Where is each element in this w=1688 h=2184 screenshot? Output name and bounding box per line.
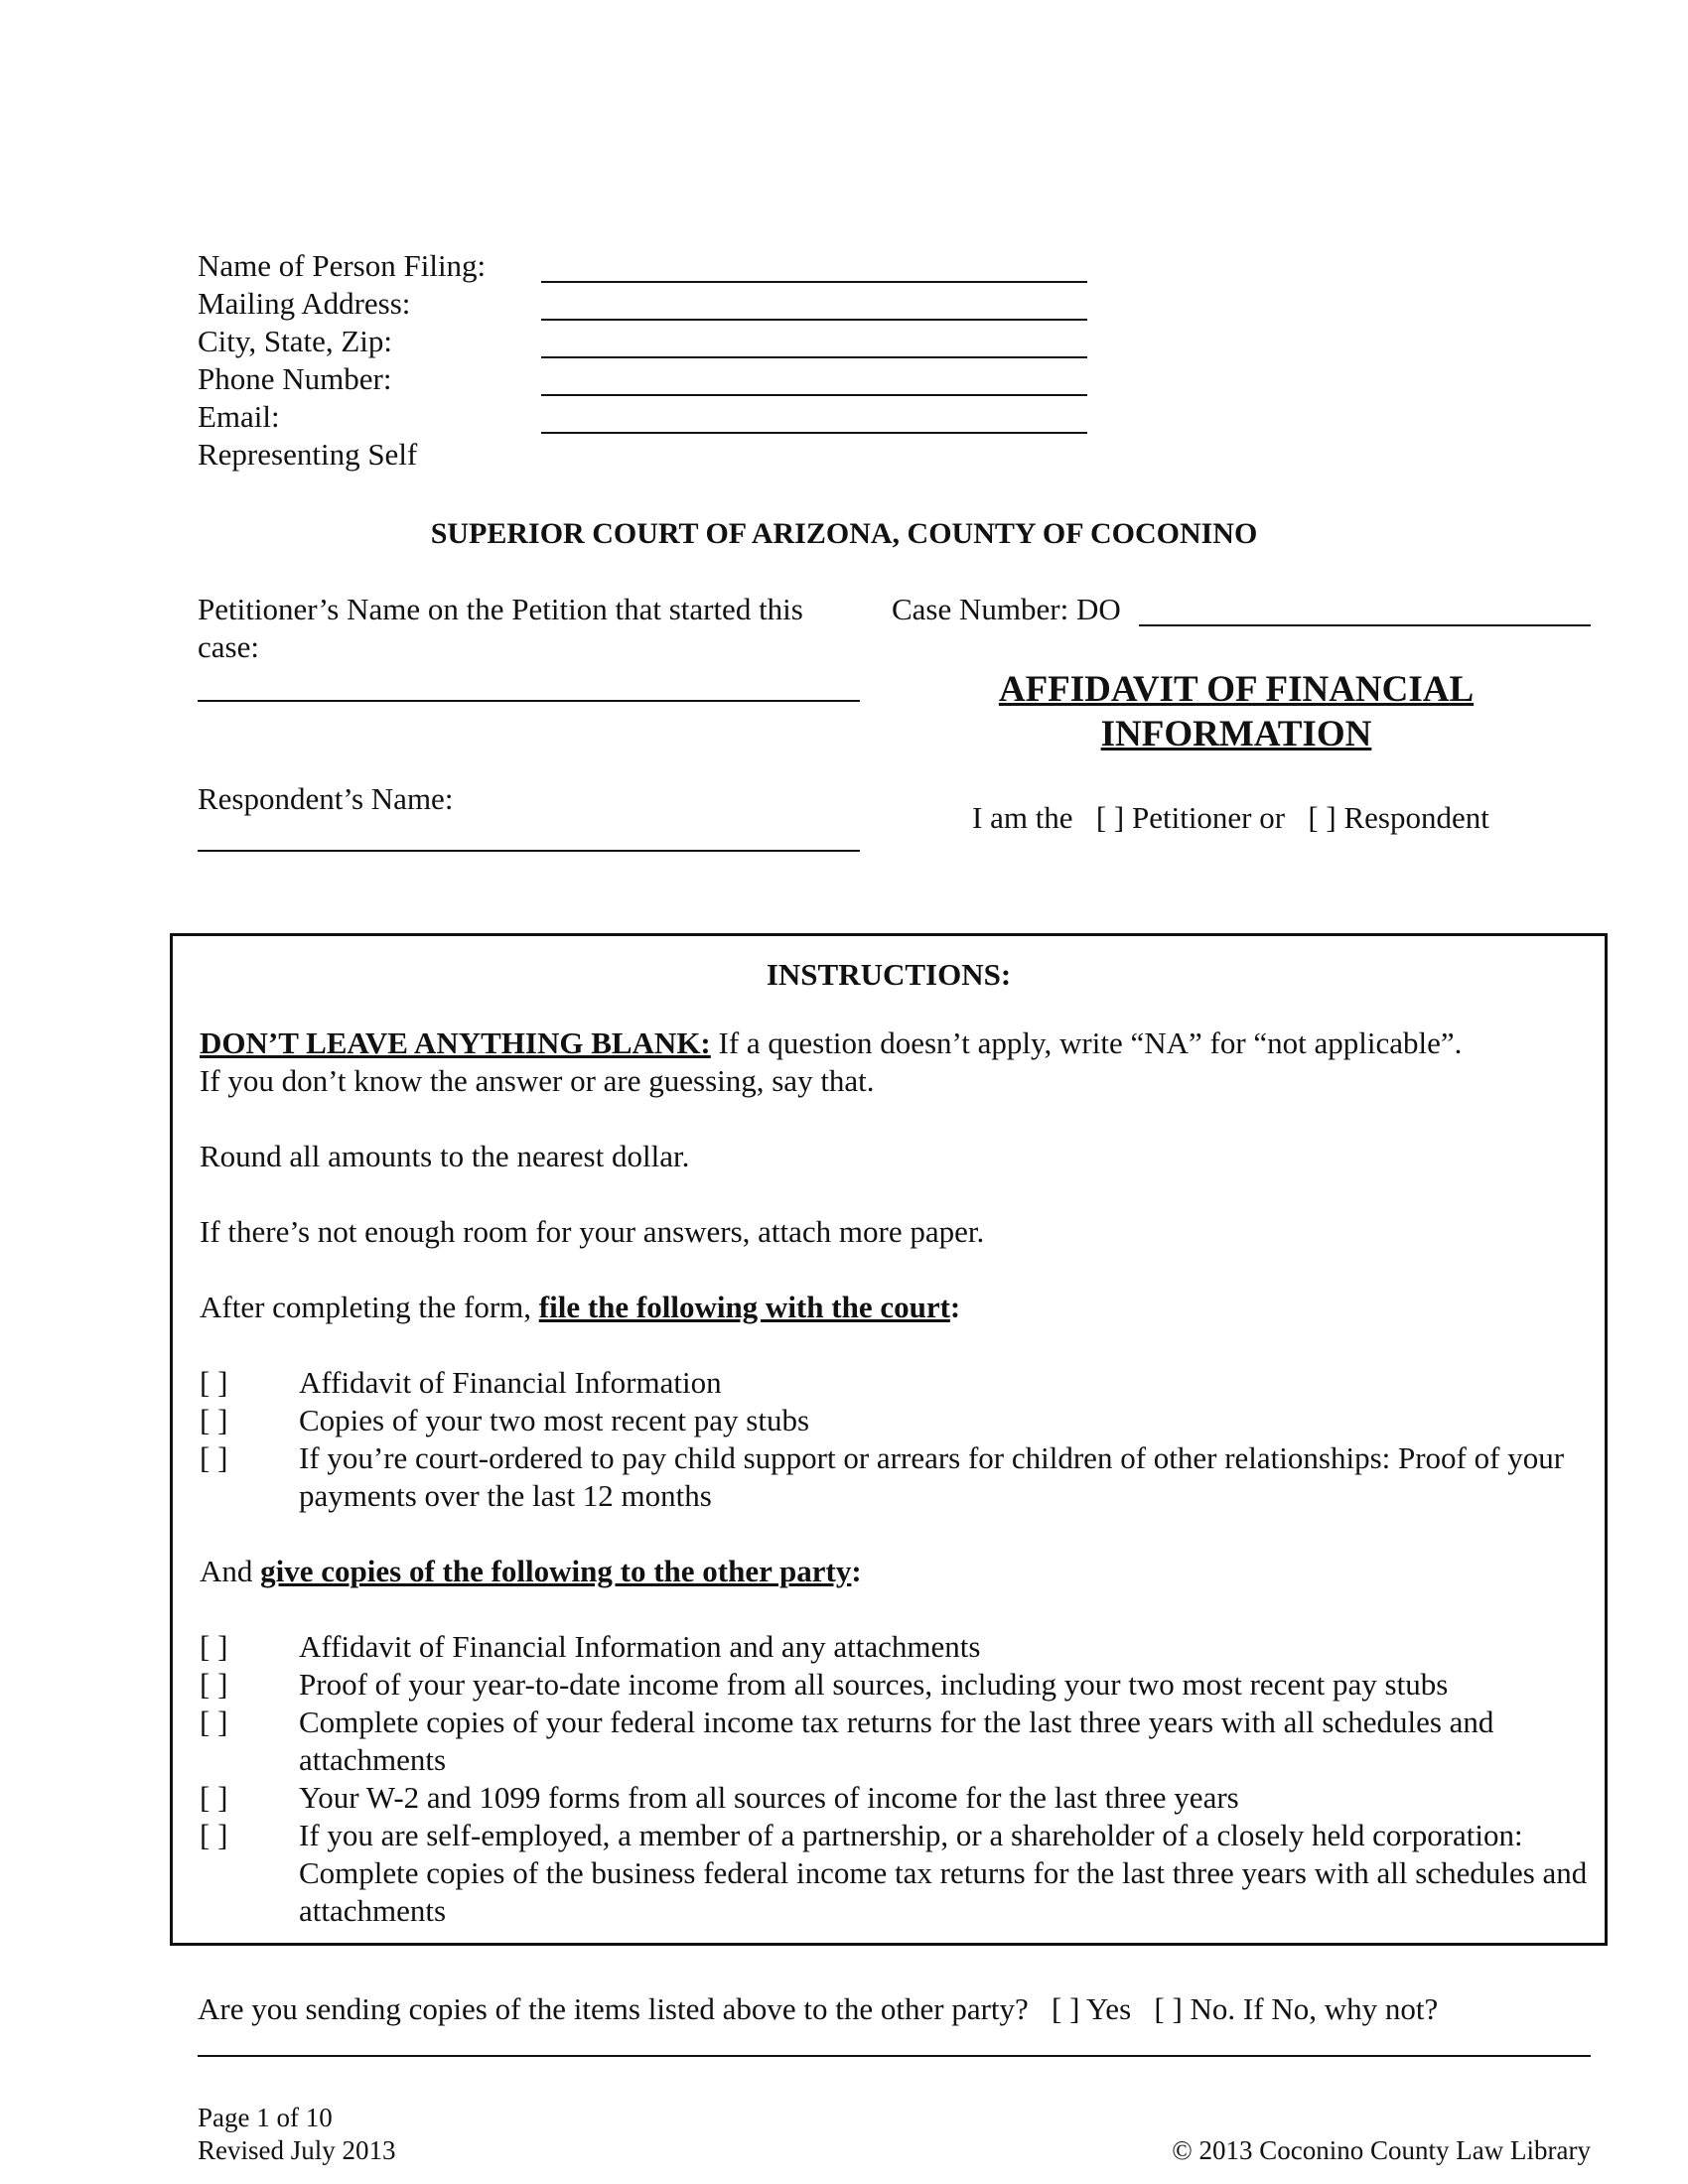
round-text: Round all amounts to the nearest dollar.: [200, 1139, 690, 1173]
mailing-address-field[interactable]: [541, 319, 1087, 321]
sending-yes-checkbox[interactable]: [ ] Yes: [1052, 1991, 1132, 2026]
file-item-text: Copies of your two most recent pay stubs: [299, 1403, 810, 1437]
give-item-checkbox[interactable]: [ ]: [200, 1705, 228, 1739]
case-number-label: Case Number: DO: [892, 592, 1121, 626]
phone-number-label: Phone Number:: [198, 361, 392, 396]
attach-paper-text: If there’s not enough room for your answers, attach more paper.: [200, 1214, 985, 1249]
petitioner-name-label-cont: case:: [198, 629, 259, 664]
form-title: [953, 667, 1519, 756]
page-number: Page 1 of 10: [198, 2103, 333, 2132]
give-item-text: Your W-2 and 1099 forms from all sources of income for the last three years: [299, 1780, 1239, 1815]
copyright: © 2013 Coconino County Law Library: [1172, 2135, 1591, 2165]
petitioner-name-label: Petitioner’s Name on the Petition that started this: [198, 592, 803, 626]
give-item-text: Complete copies of your federal income tax returns for the last three years with all schedules and attachments: [299, 1705, 1494, 1777]
sending-copies-question: [198, 1990, 1438, 2028]
representing-self-label: Representing Self: [198, 437, 418, 472]
give-item-checkbox[interactable]: [ ]: [200, 1780, 228, 1815]
name-of-person-filing-field[interactable]: [541, 281, 1087, 283]
give-item-text: If you are self-employed, a member of a partnership, or a shareholder of a closely held corporation: Complete copies of the business federal income tax returns for the last three years with all schedules and attachments: [299, 1818, 1588, 1928]
file-heading-prefix: After completing the form,: [200, 1290, 539, 1324]
dont-leave-blank-paragraph: [200, 1024, 1590, 1062]
give-heading-prefix: And: [200, 1554, 261, 1588]
give-item-checkbox[interactable]: [ ]: [200, 1667, 228, 1702]
file-heading-bold: file the following with the court: [538, 1290, 950, 1324]
respondent-name-label: Respondent’s Name:: [198, 781, 454, 816]
give-copies-heading: [200, 1553, 1590, 1590]
revised-date: Revised July 2013: [198, 2135, 396, 2165]
respondent-checkbox[interactable]: [ ] Respondent: [1308, 800, 1489, 835]
dont-know-text: If you don’t know the answer or are guessing, say that.: [200, 1063, 875, 1098]
form-title-line2: INFORMATION: [1100, 714, 1372, 754]
sending-no-checkbox[interactable]: [ ] No. If No, why not?: [1154, 1991, 1439, 2026]
file-item-text: Affidavit of Financial Information: [299, 1365, 722, 1400]
file-item-checkbox[interactable]: [ ]: [200, 1440, 228, 1475]
name-of-person-filing-label: Name of Person Filing:: [198, 248, 487, 283]
form-title-line1: AFFIDAVIT OF FINANCIAL: [998, 669, 1475, 710]
file-heading-suffix: :: [949, 1290, 961, 1324]
give-item-checkbox[interactable]: [ ]: [200, 1818, 228, 1852]
role-prefix: I am the: [972, 800, 1073, 835]
email-label: Email:: [198, 399, 280, 434]
mailing-address-label: Mailing Address:: [198, 286, 411, 321]
sending-question-text: Are you sending copies of the items listed above to the other party?: [198, 1991, 1029, 2026]
city-state-zip-field[interactable]: [541, 356, 1087, 358]
file-item-checkbox[interactable]: [ ]: [200, 1403, 228, 1437]
dont-leave-blank-text: If a question doesn’t apply, write “NA” for “not applicable”.: [710, 1025, 1463, 1060]
file-with-court-heading: [200, 1289, 1590, 1326]
email-field[interactable]: [541, 432, 1087, 434]
give-item-text: Affidavit of Financial Information and any attachments: [299, 1629, 981, 1664]
file-item-checkbox[interactable]: [ ]: [200, 1365, 228, 1400]
petitioner-name-field[interactable]: [198, 700, 860, 702]
case-number-field[interactable]: [1139, 624, 1591, 626]
city-state-zip-label: City, State, Zip:: [198, 324, 393, 358]
give-heading-bold: give copies of the following to the other party: [260, 1554, 852, 1588]
give-heading-suffix: :: [851, 1554, 862, 1588]
instructions-box: [170, 933, 1608, 1946]
why-not-field[interactable]: [198, 2055, 1591, 2057]
instructions-title: INSTRUCTIONS:: [766, 957, 1012, 992]
respondent-name-field[interactable]: [198, 850, 860, 852]
dont-leave-blank-heading: DON’T LEAVE ANYTHING BLANK:: [200, 1025, 711, 1060]
give-item-checkbox[interactable]: [ ]: [200, 1629, 228, 1664]
file-item-text: If you’re court-ordered to pay child support or arrears for children of other relationships: Proof of your payments over the last 12 months: [299, 1440, 1565, 1513]
court-title: SUPERIOR COURT OF ARIZONA, COUNTY OF COCONINO: [430, 517, 1258, 550]
phone-number-field[interactable]: [541, 394, 1087, 396]
role-selection: [972, 799, 1489, 837]
petitioner-checkbox[interactable]: [ ] Petitioner or: [1095, 800, 1286, 835]
give-item-text: Proof of your year-to-date income from all sources, including your two most recent pay stubs: [299, 1667, 1449, 1702]
